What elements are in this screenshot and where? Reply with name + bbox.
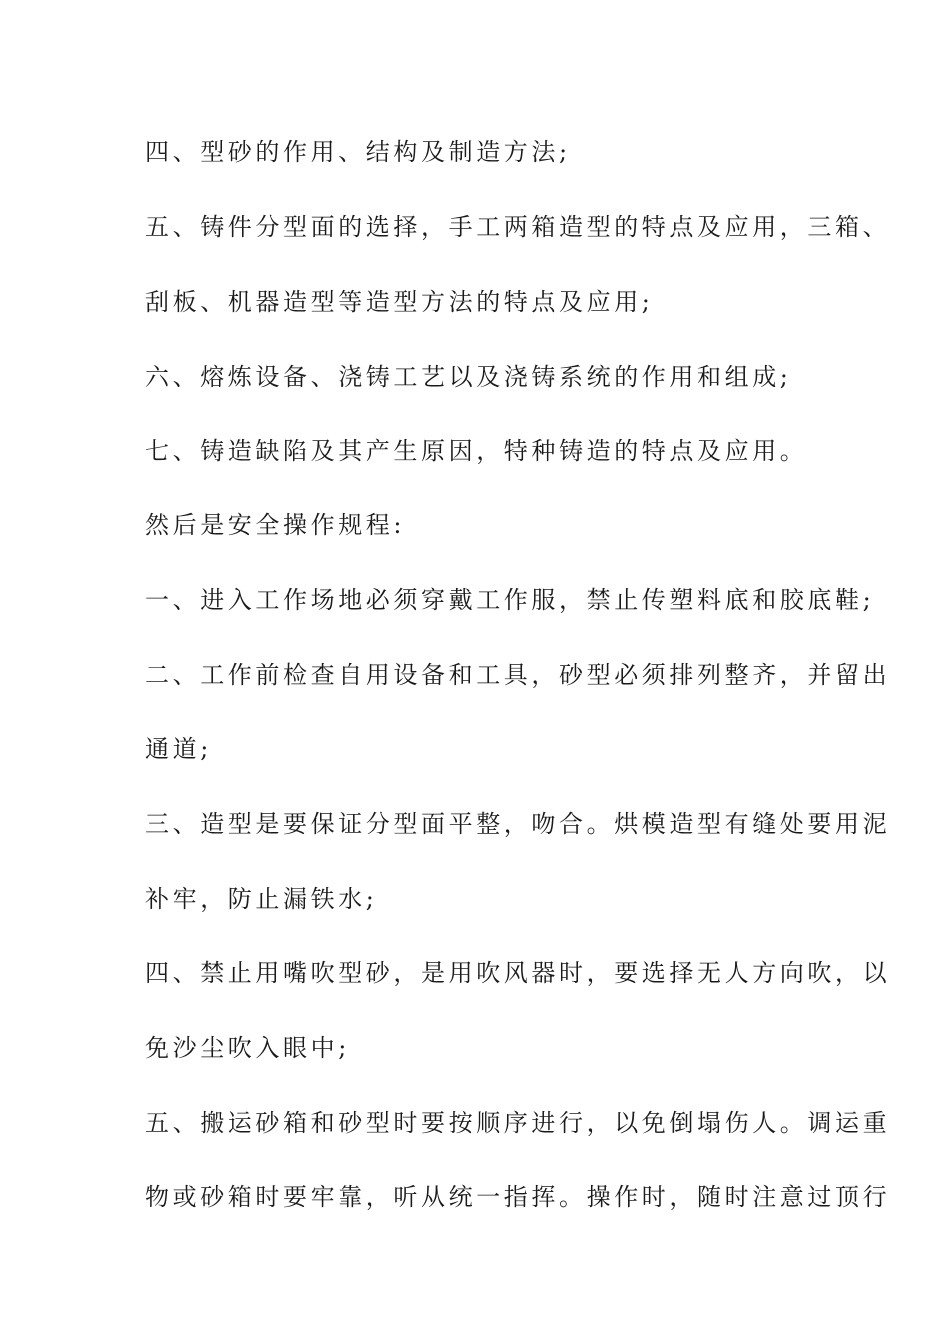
text-line: 免沙尘吹入眼中; bbox=[145, 1034, 350, 1062]
text-line: 四、型砂的作用、结构及制造方法; bbox=[145, 138, 571, 166]
text-line: 然后是安全操作规程: bbox=[145, 511, 406, 539]
text-line: 刮板、机器造型等造型方法的特点及应用; bbox=[145, 288, 654, 316]
text-line: 物或砂箱时要牢靠，听从统一指挥。操作时，随时注意过顶行 bbox=[145, 1183, 891, 1211]
text-line: 二、工作前检查自用设备和工具，砂型必须排列整齐，并留出 bbox=[145, 661, 891, 689]
text-line: 五、搬运砂箱和砂型时要按顺序进行，以免倒塌伤人。调运重 bbox=[145, 1109, 891, 1137]
text-line: 七、铸造缺陷及其产生原因，特种铸造的特点及应用。 bbox=[145, 437, 808, 465]
text-line: 四、禁止用嘴吹型砂，是用吹风器时，要选择无人方向吹，以 bbox=[145, 959, 891, 987]
text-line: 通道; bbox=[145, 735, 212, 763]
text-line: 六、熔炼设备、浇铸工艺以及浇铸系统的作用和组成; bbox=[145, 363, 792, 391]
text-line: 补牢，防止漏铁水; bbox=[145, 885, 378, 913]
text-line: 五、铸件分型面的选择，手工两箱造型的特点及应用，三箱、 bbox=[145, 213, 891, 241]
text-line: 一、进入工作场地必须穿戴工作服，禁止传塑料底和胶底鞋; bbox=[145, 586, 875, 614]
text-line: 三、造型是要保证分型面平整，吻合。烘模造型有缝处要用泥 bbox=[145, 810, 891, 838]
